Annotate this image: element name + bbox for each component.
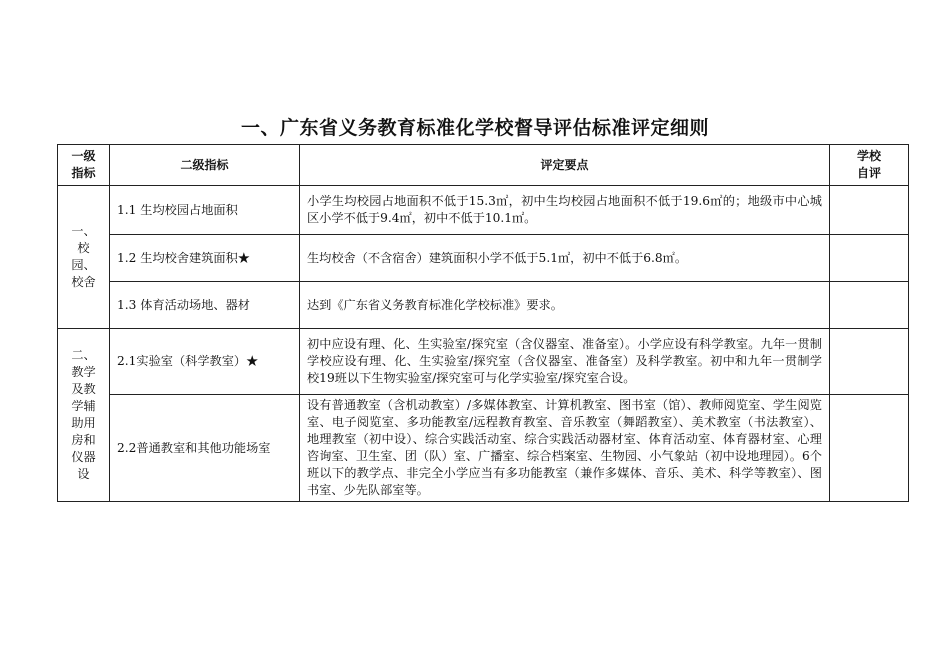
- header-level1-indicator: 一级 指标: [58, 145, 110, 186]
- table-row: [58, 395, 909, 502]
- requirement-cell: 生均校舍（不含宿舍）建筑面积小学不低于5.1㎡，初中不低于6.8㎡。: [300, 235, 830, 282]
- page-title: 一、广东省义务教育标准化学校督导评估标准评定细则: [240, 117, 709, 139]
- requirement-cell: 初中应设有理、化、生实验室/探究室（含仪器室、准备室）。小学应设有科学教室。九年一贯制学校应设有理、化、生实验室/探究室（含仪器室、准备室）及科学教室。初中和九年一贯制学校19班以下生物实验室/探究室可与化学实验室/探究室合设。: [300, 329, 830, 395]
- self-eval-cell[interactable]: [830, 186, 909, 235]
- self-eval-cell[interactable]: [830, 235, 909, 282]
- self-eval-cell[interactable]: [830, 282, 909, 329]
- indicator-cell: 2.2普通教室和其他功能场室: [110, 395, 300, 502]
- self-eval-cell[interactable]: [830, 395, 909, 502]
- evaluation-table: [57, 144, 909, 502]
- requirement-cell: 达到《广东省义务教育标准化学校标准》要求。: [300, 282, 830, 329]
- indicator-cell: 1.1 生均校园占地面积: [110, 186, 300, 235]
- self-eval-cell[interactable]: [830, 329, 909, 395]
- indicator-cell: 1.2 生均校舍建筑面积★: [110, 235, 300, 282]
- header-level2-indicator: 二级指标: [110, 145, 300, 186]
- table-row: [58, 329, 909, 395]
- indicator-cell: 2.1实验室（科学教室）★: [110, 329, 300, 395]
- table-row: [58, 235, 909, 282]
- header-self-evaluation: 学校 自评: [830, 145, 909, 186]
- category-teaching-rooms: 二、教学及教学辅助用房和仪器设: [58, 329, 110, 502]
- category-campus: 一、校园、校舍: [58, 186, 110, 329]
- table-row: [58, 186, 909, 235]
- table-row: [58, 282, 909, 329]
- indicator-cell: 1.3 体育活动场地、器材: [110, 282, 300, 329]
- table-header-row: [58, 145, 909, 186]
- requirement-cell: 小学生均校园占地面积不低于15.3㎡，初中生均校园占地面积不低于19.6㎡的；地级市中心城区小学不低于9.4㎡，初中不低于10.1㎡。: [300, 186, 830, 235]
- header-evaluation-points: 评定要点: [300, 145, 830, 186]
- requirement-cell: 设有普通教室（含机动教室）/多媒体教室、计算机教室、图书室（馆）、教师阅览室、学生阅览室、电子阅览室、多功能教室/远程教育教室、音乐教室（舞蹈教室）、美术教室（书法教室）、地理教室（初中设）、综合实践活动室、综合实践活动器材室、体育活动室、体育器材室、心理咨询室、卫生室、团（队）室、广播室、综合档案室、生物园、小气象站（初中设地理园）。6个班以下的教学点、非完全小学应当有多功能教室（兼作多媒体、音乐、美术、科学等教室）、图书室、少先队部室等。: [300, 395, 830, 502]
